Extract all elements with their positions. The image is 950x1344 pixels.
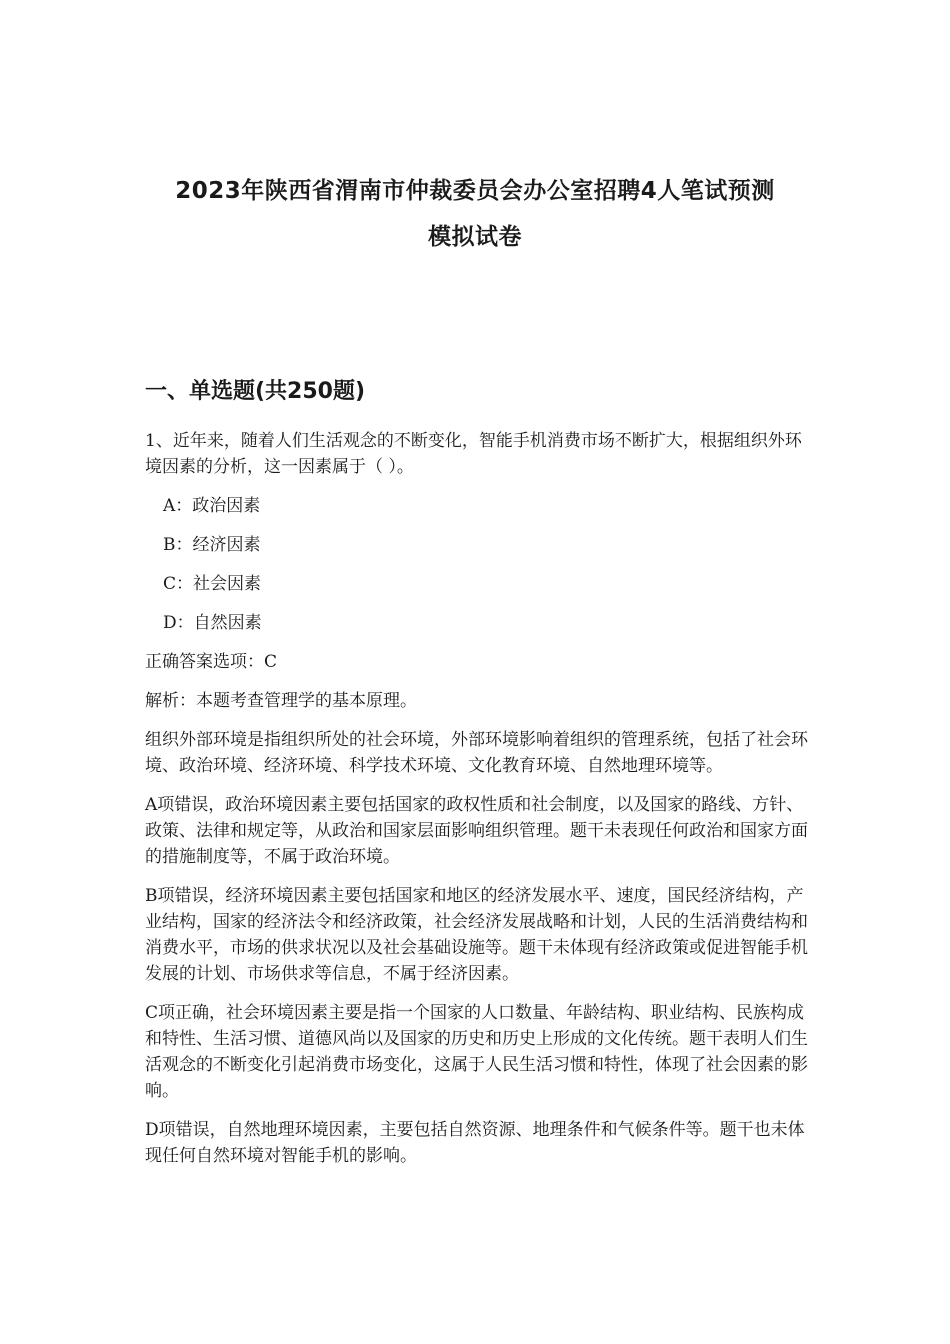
explanation-option-c: C项正确，社会环境因素主要是指一个国家的人口数量、年龄结构、职业结构、民族构成和特性、生活习惯、道德风尚以及国家的历史和历史上形成的文化传统。题干表明人们生活观念的不断变化引起消费市场变化，这属于人民生活习惯和特性，体现了社会因素的影响。 [145,1003,808,1101]
option-c: C：社会因素 [163,574,262,594]
section-heading: 一、单选题(共250题) [145,379,366,404]
analysis-intro: 解析：本题考查管理学的基本原理。 [145,691,417,711]
explanation-option-a: A项错误，政治环境因素主要包括国家的政权性质和社会制度，以及国家的路线、方针、政策、法律和规定等，从政治和国家层面影响组织管理。题干未表现任何政治和国家方面的措施制度等，不属于政治环境。 [145,795,808,867]
title-line-2: 模拟试卷 [428,224,522,250]
option-b: B：经济因素 [163,535,261,555]
option-d: D：自然因素 [163,613,262,633]
explanation-option-d: D项错误，自然地理环境因素，主要包括自然资源、地理条件和气候条件等。题干也未体现任何自然环境对智能手机的影响。 [145,1120,805,1166]
question-block [145,428,810,1182]
explanation-paragraph: 组织外部环境是指组织所处的社会环境，外部环境影响着组织的管理系统，包括了社会环境、政治环境、经济环境、科学技术环境、文化教育环境、自然地理环境等。 [145,730,808,776]
title-line-1: 2023年陕西省渭南市仲裁委员会办公室招聘4人笔试预测 [175,178,775,204]
explanation-option-b: B项错误，经济环境因素主要包括国家和地区的经济发展水平、速度，国民经济结构，产业结构，国家的经济法令和经济政策，社会经济发展战略和计划，人民的生活消费结构和消费水平，市场的供求状况以及社会基础设施等。题干未体现有经济政策或促进智能手机发展的计划、市场供求等信息，不属于经济因素。 [145,886,808,984]
question-stem: 1、近年来，随着人们生活观念的不断变化，智能手机消费市场不断扩大，根据组织外环境因素的分析，这一因素属于（ ）。 [145,431,802,477]
option-a: A：政治因素 [163,496,261,516]
correct-answer: 正确答案选项：C [145,652,278,672]
document-title [100,168,850,260]
